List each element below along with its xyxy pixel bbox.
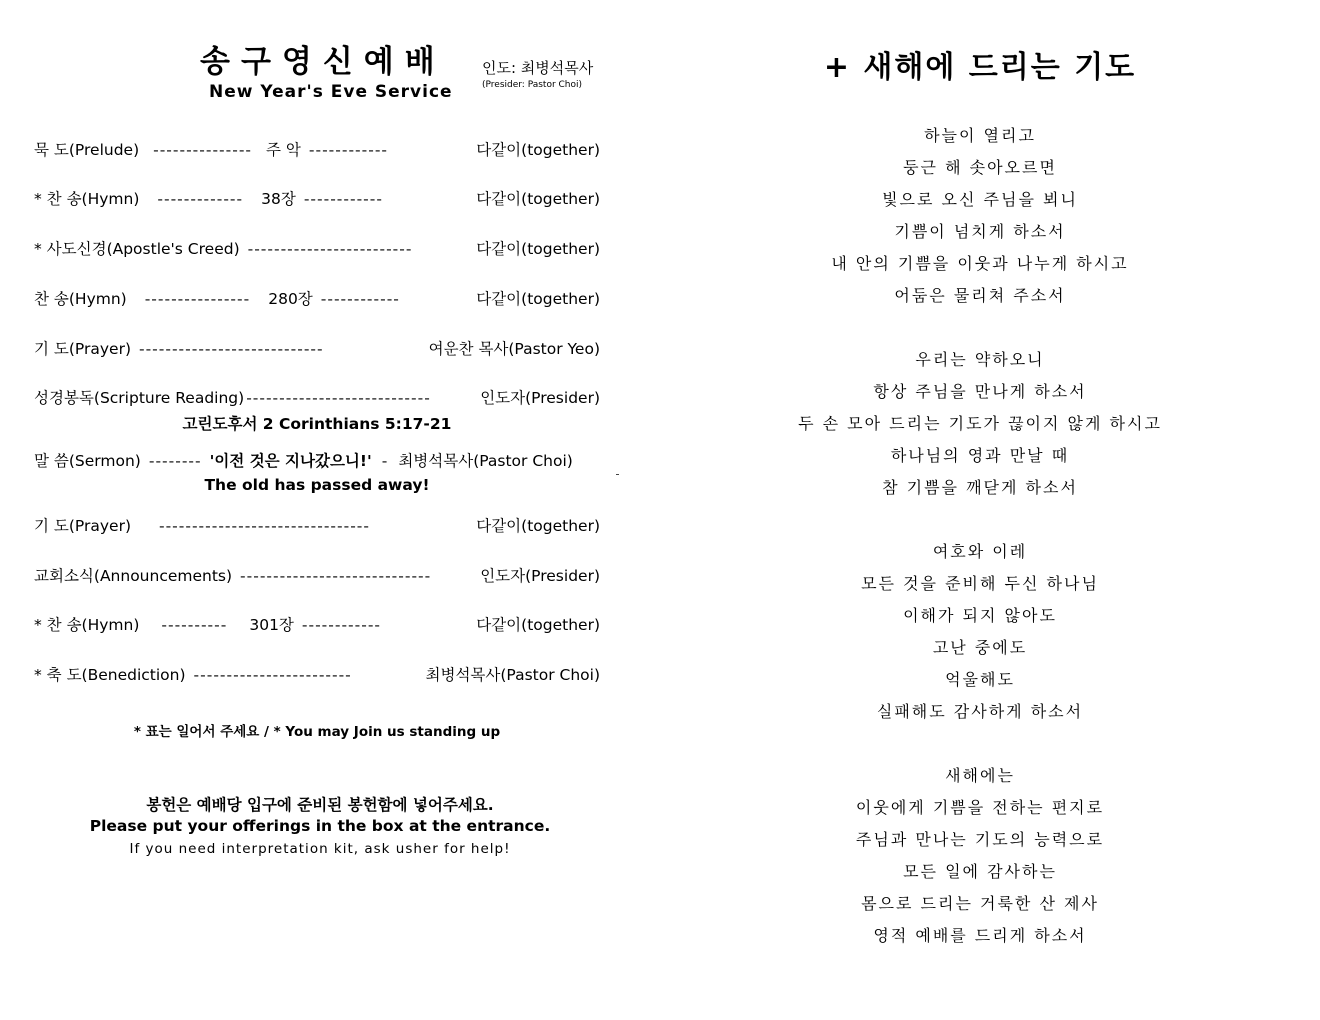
order-item-prayer-2 [34, 514, 600, 536]
order-label: 교회소식(Announcements) [34, 567, 233, 585]
worship-order-panel [0, 0, 640, 1020]
order-detail: 38장 [261, 190, 296, 208]
offering-note-korean: 봉헌은 예배당 입구에 준비된 봉헌함에 넣어주세요. [146, 796, 494, 814]
order-label: * 찬 송(Hymn) [34, 616, 140, 634]
order-item-creed [34, 237, 600, 259]
order-label: 찬 송(Hymn) [34, 290, 127, 308]
order-leader-dashes: ------------ [308, 141, 389, 159]
order-role: 다같이(together) [476, 616, 600, 634]
order-item-prelude [34, 138, 600, 160]
order-label: 기 도(Prayer) [34, 517, 131, 535]
poem-line: 여호와 이레 [932, 542, 1028, 561]
poem-line: 몸으로 드리는 거룩한 산 제사 [861, 894, 1099, 913]
order-role: 다같이(together) [476, 190, 600, 208]
order-item-prayer-1 [34, 337, 600, 359]
order-leader-dashes: ---------- [161, 616, 228, 634]
order-leader-dashes: ------------ [320, 290, 400, 308]
poem-line: 내 안의 기쁨을 이웃과 나누게 하시고 [831, 254, 1129, 273]
order-leader-dashes: ------------------------ [193, 666, 352, 684]
order-leader-dashes: ---------------------------- [246, 389, 431, 407]
order-role: 다같이(together) [476, 240, 600, 258]
order-item-announcements [34, 564, 600, 586]
order-detail: 280장 [268, 290, 313, 308]
poem-stanza [660, 760, 1300, 952]
order-leader-dashes: ------------- [157, 190, 244, 208]
stray-mark [616, 474, 619, 475]
poem-line: 기쁨이 넘치게 하소서 [894, 222, 1066, 241]
order-detail: 주 악 [266, 141, 301, 159]
poem-line: 참 기쁨을 깨닫게 하소서 [882, 478, 1078, 497]
standing-note: * 표는 일어서 주세요 / * You may Join us standing up [133, 724, 501, 740]
poem-stanza [660, 344, 1300, 504]
interpretation-note: If you need interpretation kit, ask usher for help! [129, 841, 511, 857]
poem-line: 영적 예배를 드리게 하소서 [873, 926, 1087, 945]
presider-english: (Presider: Pastor Choi) [482, 80, 583, 90]
order-leader-dashes: -------------------------------- [159, 517, 370, 535]
prayer-title: + 새해에 드리는 기도 [823, 50, 1137, 85]
order-leader-dashes: ----------------------------- [240, 567, 432, 585]
order-leader-dashes: --------------- [153, 141, 253, 159]
presider-label: 인도: 최병석목사 [482, 59, 594, 77]
order-label: 말 씀(Sermon) [34, 452, 141, 470]
order-role: 다같이(together) [476, 290, 600, 308]
order-label: 성경봉독(Scripture Reading) [34, 389, 245, 407]
order-leader-dashes: ------------------------- [247, 240, 413, 258]
poem-line: 항상 주님을 만나게 하소서 [873, 382, 1087, 401]
order-item-hymn-3 [34, 613, 600, 635]
offering-note-english: Please put your offerings in the box at the entrance. [89, 817, 551, 835]
poem-stanza [660, 120, 1300, 312]
order-label: 묵 도(Prelude) [34, 141, 140, 159]
order-detail: 301장 [249, 616, 294, 634]
poem-line: 우리는 약하오니 [915, 350, 1045, 369]
order-leader-dashes: ---------------------------- [139, 340, 324, 358]
poem-line: 둥근 해 솟아오르면 [903, 158, 1057, 177]
sermon-title: '이전 것은 지나갔으니!' [209, 452, 372, 470]
poem-line: 모든 일에 감사하는 [903, 862, 1057, 881]
poem-line: 고난 중에도 [932, 638, 1028, 657]
poem-line: 빛으로 오신 주님을 뵈니 [882, 190, 1078, 209]
order-item-benediction [34, 663, 600, 685]
poem-line: 억울해도 [945, 670, 1015, 689]
order-leader-dashes: ---------------- [144, 290, 251, 308]
order-item-sermon [34, 449, 582, 471]
new-year-prayer-panel [660, 0, 1300, 1020]
poem-line: 두 손 모아 드리는 기도가 끊이지 않게 하시고 [798, 414, 1162, 433]
order-role: 인도자(Presider) [480, 567, 600, 585]
order-item-hymn-2 [34, 287, 600, 309]
order-role: 인도자(Presider) [480, 389, 600, 407]
poem-stanza [660, 536, 1300, 728]
order-label: 기 도(Prayer) [34, 340, 131, 358]
poem-line: 하나님의 영과 만날 때 [890, 446, 1070, 465]
order-label: * 사도신경(Apostle's Creed) [34, 240, 240, 258]
poem-line: 이해가 되지 않아도 [903, 606, 1057, 625]
poem-line: 어둠은 물리쳐 주소서 [894, 286, 1066, 305]
service-title-english: New Year's Eve Service [209, 82, 453, 102]
order-role: 다같이(together) [476, 141, 600, 159]
order-role: 여운찬 목사(Pastor Yeo) [428, 340, 600, 358]
order-role: 최병석목사(Pastor Choi) [425, 666, 600, 684]
poem-line: 실패해도 감사하게 하소서 [876, 702, 1084, 721]
poem-line: 이웃에게 기쁨을 전하는 편지로 [855, 798, 1105, 817]
poem-line: 새해에는 [945, 766, 1015, 785]
order-item-scripture [34, 386, 600, 408]
sermon-title-english: The old has passed away! [204, 476, 430, 494]
order-label: * 찬 송(Hymn) [34, 190, 140, 208]
service-title-korean: 송구영신예배 [200, 44, 446, 80]
order-leader-dashes: - [381, 452, 389, 470]
order-leader-dashes: ------------ [301, 616, 382, 634]
scripture-reference: 고린도후서 2 Corinthians 5:17-21 [182, 415, 452, 433]
order-role: 다같이(together) [476, 517, 600, 535]
poem-line: 하늘이 열리고 [924, 126, 1036, 145]
order-role: 최병석목사(Pastor Choi) [398, 452, 573, 470]
poem-line: 모든 것을 준비해 두신 하나님 [861, 574, 1099, 593]
order-item-hymn-1 [34, 187, 600, 209]
order-leader-dashes: -------- [148, 452, 202, 470]
order-label: * 축 도(Benediction) [34, 666, 186, 684]
prayer-poem [660, 120, 1300, 984]
order-leader-dashes: ------------ [303, 190, 383, 208]
poem-line: 주님과 만나는 기도의 능력으로 [855, 830, 1105, 849]
